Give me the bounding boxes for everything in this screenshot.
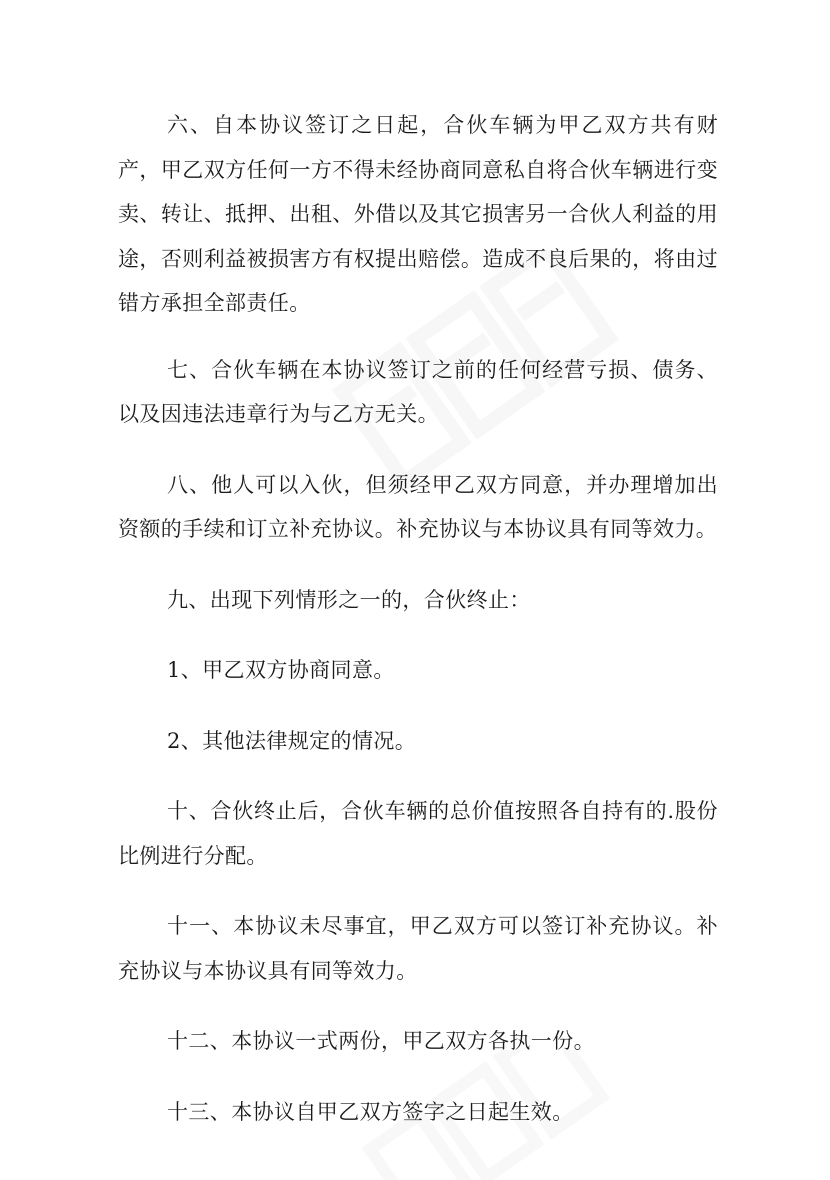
clause-thirteen: 十三、本协议自甲乙双方签字之日起生效。 (167, 1099, 574, 1124)
clause-ten: 十、合伙终止后，合伙车辆的总价值按照各自持有的.股份比例进行分配。 (118, 799, 718, 868)
clause-twelve: 十二、本协议一式两份，甲乙双方各执一份。 (167, 1029, 595, 1053)
document-body (118, 103, 718, 1160)
clause-eleven: 十一、本协议未尽事宜，甲乙双方可以签订补充协议。补充协议与本协议具有同等效力。 (118, 914, 718, 983)
clause-nine-item-1: 1、甲乙双方协商同意。 (167, 658, 395, 682)
clause-seven: 七、合伙车辆在本协议签订之前的任何经营亏损、债务、以及因违法违章行为与乙方无关。 (118, 357, 718, 426)
clause-six: 六、自本协议签订之日起，合伙车辆为甲乙双方共有财产，甲乙双方任何一方不得未经协商同意私自将合伙车辆进行变卖、转让、抵押、出租、外借以及其它损害另一合伙人利益的用途，否则利益被损害方有权提出赔偿。造成不良后果的，将由过错方承担全部责任。 (118, 113, 718, 315)
clause-eight: 八、他人可以入伙，但须经甲乙双方同意，并办理增加出资额的手续和订立补充协议。补充协议与本协议具有同等效力。 (118, 472, 718, 541)
clause-nine-item-2: 2、其他法律规定的情况。 (167, 728, 417, 753)
clause-nine: 九、出现下列情形之一的，合伙终止： (167, 587, 531, 612)
